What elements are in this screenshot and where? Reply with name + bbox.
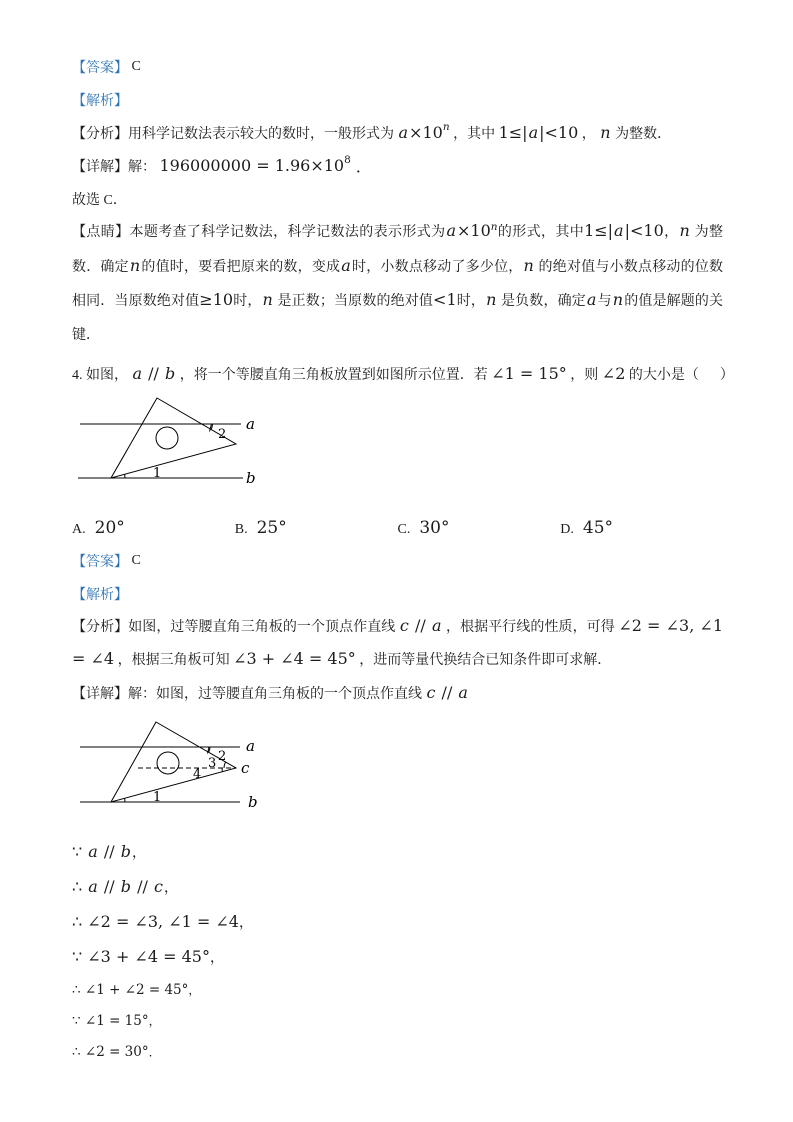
option-a: [72, 518, 235, 538]
angle-1-arc: [125, 798, 126, 802]
figure-2: [72, 710, 723, 818]
q4-analysis-header: 【解析】: [72, 587, 128, 603]
q4-analysis-paragraph: 【分析】如图，过等腰直角三角板的一个顶点作直线 c // a ，根据平行线的性质，可得 ∠2 = ∠3, ∠1 = ∠4 ，根据三角板可知 ∠3 + ∠4 = 45° ，进而等量代换结合已知条件即可求解．: [72, 616, 724, 668]
q4-question-stem: 4. 如图， a // b ，将一个等腰直角三角板放置到如图所示位置．若 ∠1 = 15° ，则 ∠2 的大小是（ ）: [72, 364, 734, 383]
q4-answer-line: 【答案】 C: [72, 552, 141, 570]
line-b-label: b: [246, 469, 256, 487]
q3-analysis-header: 【解析】: [72, 93, 128, 109]
proof-step-4: ∵ ∠3 + ∠4 = 45° ，: [72, 947, 224, 966]
proof-step-1: ∵ a // b ，: [72, 842, 147, 861]
line-b-label: b: [248, 793, 258, 811]
option-d-letter: D.: [560, 521, 574, 537]
angle-2-label: 2: [218, 749, 227, 764]
option-a-letter: A.: [72, 521, 86, 537]
q4-detail-line: 【详解】解：如图，过等腰直角三角板的一个顶点作直线 c // a: [72, 683, 468, 702]
q3-answer-line: 【答案】 C: [72, 58, 141, 76]
option-b: [235, 518, 398, 538]
option-a-value: 20°: [94, 517, 125, 538]
line-c-label: c: [241, 759, 250, 777]
q3-analysis-line: 【分析】用科学记数法表示较大的数时，一般形式为 a ×10 n ，其中 1≤| a |<10 ， n 为整数．: [72, 120, 672, 142]
option-b-value: 25°: [256, 517, 287, 538]
angle-1-label: 1: [153, 790, 162, 805]
q4-options-row: [72, 511, 723, 544]
option-c-letter: C.: [397, 521, 411, 537]
option-b-letter: B.: [234, 521, 248, 537]
line-a-label: a: [246, 415, 255, 433]
angle-3-label: 3: [208, 756, 217, 771]
angle-2-label: 2: [218, 427, 227, 442]
angle-2-tick: [210, 424, 212, 432]
line-a-label: a: [246, 737, 255, 755]
q3-comment-paragraph: 【点睛】本题考查了科学记数法，科学记数法的表示形式为$a\times 10^n$的形式，其中1≤|a|<10，n 为整数．确定n的值时，要看把原来的数，变成a时，小数点移动了多少位，n 的绝对值与小数点移动的位数相同．当原数绝对值≥10时，n 是正数；当原数的绝对值<1时，n 是负数，确定a与n的值是解题的关键．: [72, 221, 724, 343]
proof-step-7: ∴ ∠2 = 30° ．: [72, 1043, 161, 1060]
proof-steps: [72, 834, 723, 1067]
option-c: [398, 518, 561, 538]
document-content: [72, 50, 734, 1067]
angle-4-arc: [222, 768, 223, 772]
proof-step-5: ∴ ∠1 + ∠2 = 45° ，: [72, 981, 201, 998]
triangle-hole: [157, 752, 179, 774]
option-d-value: 45°: [582, 517, 614, 538]
q3-conclusion-line: 故选 C．: [72, 192, 127, 208]
proof-step-3: ∴ ∠2 = ∠3, ∠1 = ∠4 ，: [72, 912, 253, 931]
option-c-value: 30°: [419, 517, 450, 538]
angle-4-label: 4: [193, 767, 202, 782]
angle-1-label: 1: [153, 466, 162, 481]
option-d: [560, 518, 723, 538]
proof-step-6: ∵ ∠1 = 15° ，: [72, 1012, 161, 1029]
triangle-hole: [156, 427, 178, 449]
q3-detail-line: 【详解】解： 196000000 = 1.96×10 8 ．: [72, 153, 372, 176]
figure-1: [72, 393, 723, 489]
proof-step-2: ∴ a // b // c ，: [72, 877, 178, 896]
angle-1-arc: [125, 474, 126, 478]
